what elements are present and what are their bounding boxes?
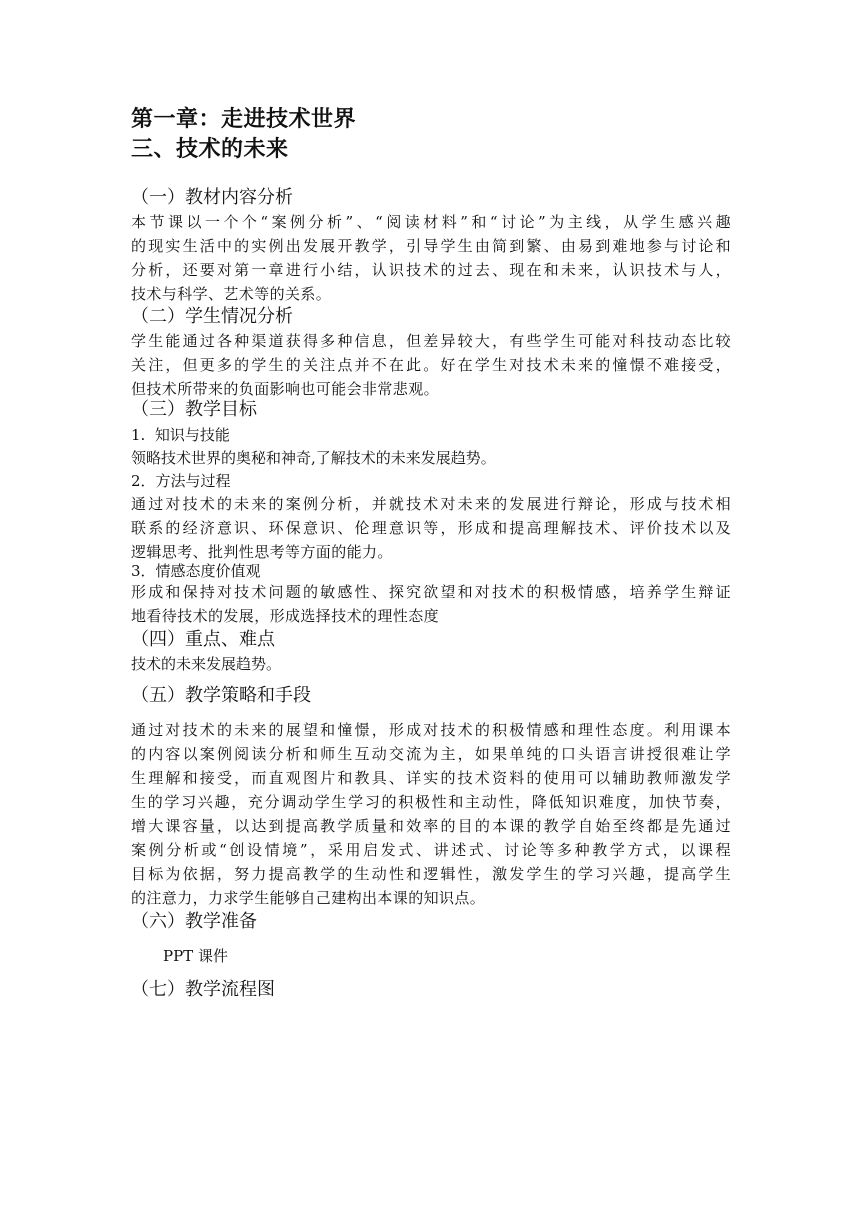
text-line: 的注意力，力求学生能够自己建构出本课的知识点。	[131, 889, 486, 907]
paragraph-student-analysis	[131, 329, 731, 401]
section-heading-preparation: （六）教学准备	[131, 911, 257, 932]
text-line: 联系的经济意识、环保意识、伦理意识等，形成和提高理解技术、评价技术以及	[131, 519, 731, 537]
text-line: 的内容以案例阅读分析和师生互动交流为主，如果单纯的口头语言讲授很难让学	[131, 745, 731, 763]
paragraph-content-analysis	[131, 210, 731, 306]
section-heading-flowchart: （七）教学流程图	[131, 979, 275, 1000]
text-line: 关注，但更多的学生的关注点并不在此。好在学生对技术未来的憧憬不难接受，	[131, 356, 731, 374]
text-line: 分析，还要对第一章进行小结，认识技术的过去、现在和未来，认识技术与人，	[131, 261, 731, 279]
goal-text-knowledge-skills: 领略技术世界的奥秘和神奇,了解技术的未来发展趋势。	[131, 449, 496, 467]
text-line: 目标为依据，努力提高教学的生动性和逻辑性，激发学生的学习兴趣，提高学生	[131, 865, 731, 883]
key-points-text: 技术的未来发展趋势。	[131, 655, 282, 673]
section-title: 三、技术的未来	[131, 137, 289, 162]
text-line: 的现实生活中的实例出发展开教学，引导学生由简到繁、由易到难地参与讨论和	[131, 237, 731, 255]
section-heading-student-analysis: （二）学生情况分析	[131, 306, 293, 327]
text-line: 生的学习兴趣，充分调动学生学习的积极性和主动性，降低知识难度，加快节奏，	[131, 793, 731, 811]
text-line: 学生能通过各种渠道获得多种信息，但差异较大，有些学生可能对科技动态比较	[131, 332, 731, 350]
text-line: 技术与科学、艺术等的关系。	[131, 285, 332, 303]
text-line: 本节课以一个个“案例分析”、“阅读材料”和“讨论”为主线，从学生感兴趣	[131, 213, 731, 231]
text-line: 通过对技术的未来的案例分析，并就技术对未来的发展进行辩论，形成与技术相	[131, 495, 731, 513]
goal-item-emotion-values: 3．情感态度价值观	[131, 562, 261, 580]
text-line: 案例分析或“创设情境”，采用启发式、讲述式、讨论等多种教学方式，以课程	[131, 841, 731, 859]
section-heading-content-analysis: （一）教材内容分析	[131, 187, 293, 208]
text-line: 增大课容量，以达到提高教学质量和效率的目的本课的教学自始至终都是先通过	[131, 817, 731, 835]
goal-item-method-process: 2．方法与过程	[131, 472, 231, 490]
section-heading-key-points: （四）重点、难点	[131, 629, 275, 650]
text-line: 形成和保持对技术问题的敏感性、探究欲望和对技术的积极情感，培养学生辩证	[131, 583, 731, 601]
chapter-title: 第一章：走进技术世界	[131, 107, 357, 132]
paragraph-strategy	[131, 718, 731, 910]
section-heading-strategy: （五）教学策略和手段	[131, 685, 311, 706]
goal-text-emotion-values	[131, 580, 731, 628]
section-heading-teaching-goals: （三）教学目标	[131, 399, 257, 420]
text-line: 通过对技术的未来的展望和憧憬，形成对技术的积极情感和理性态度。利用课本	[131, 721, 731, 739]
text-line: 但技术所带来的负面影响也可能会非常悲观。	[131, 380, 440, 398]
text-line: 逻辑思考、批判性思考等方面的能力。	[131, 543, 393, 561]
goal-text-method-process	[131, 492, 731, 564]
preparation-text: PPT 课件	[163, 947, 228, 965]
goal-item-knowledge-skills: 1. 知识与技能	[131, 426, 230, 444]
text-line: 生理解和接受，而直观图片和教具、详实的技术资料的使用可以辅助教师激发学	[131, 769, 731, 787]
text-line: 地看待技术的发展，形成选择技术的理性态度	[131, 607, 440, 625]
